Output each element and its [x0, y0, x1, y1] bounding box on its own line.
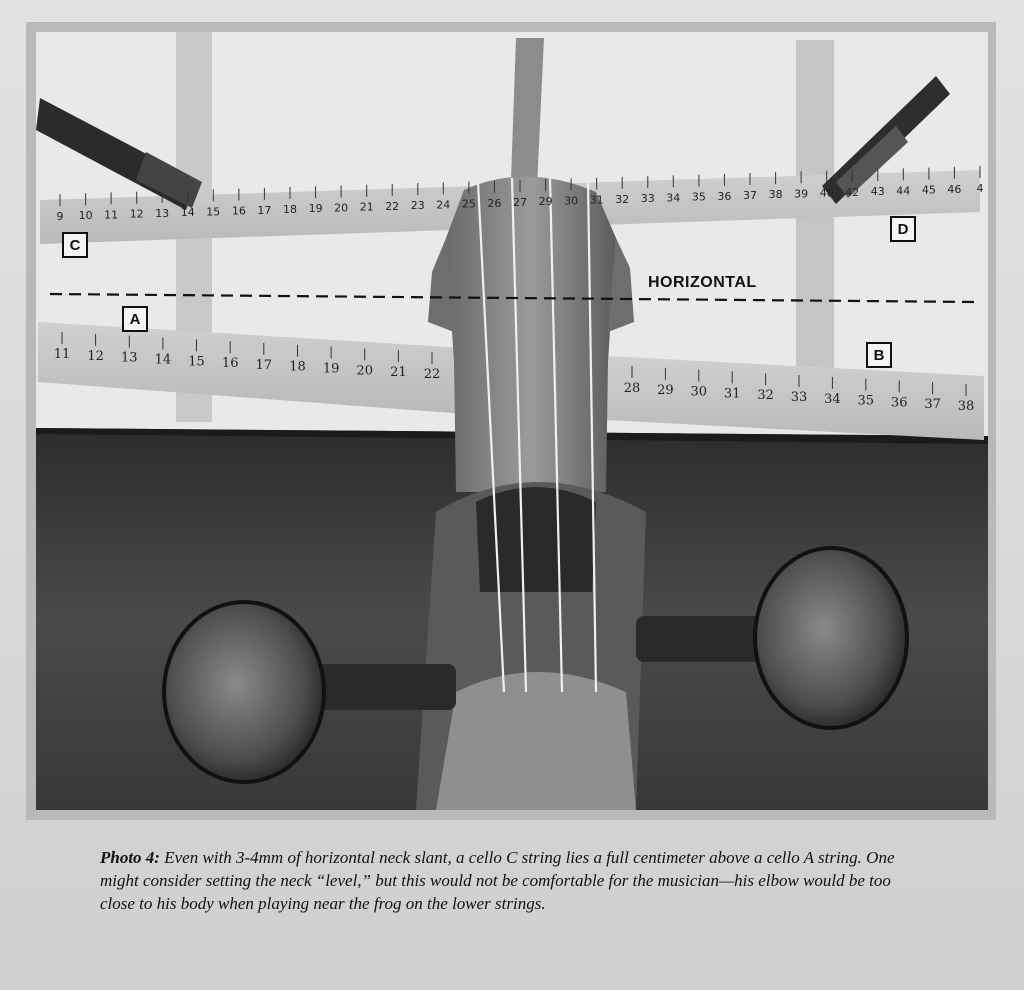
ruler-number: 29: [538, 195, 553, 209]
ruler-number: 36: [717, 189, 732, 203]
ruler-number: 44: [896, 184, 911, 198]
photograph: [36, 32, 988, 810]
ruler-number: 28: [623, 381, 641, 396]
ruler-number: 16: [231, 204, 246, 218]
ruler-number: 22: [423, 367, 441, 382]
ruler-number: 17: [255, 357, 273, 373]
ruler-number: 40: [819, 186, 834, 200]
ruler-number: 38: [768, 188, 783, 202]
ruler-number: 21: [390, 365, 407, 381]
caption-text: Even with 3-4mm of horizontal neck slant, a cello C string lies a full centimeter above a cello A string. One might consider setting the neck “level,” but this would not be comfortable for the musician—his elbow would be too close to his body when playing near the frog on the lower strings.: [100, 848, 895, 913]
label-a: A: [122, 306, 148, 332]
ruler-number: 9: [56, 210, 64, 223]
ruler-number: 22: [385, 199, 400, 213]
ruler-number: 31: [723, 386, 741, 402]
ruler-number: 26: [487, 196, 502, 210]
scroll: [436, 672, 636, 810]
ruler-number: 39: [794, 187, 809, 201]
ruler-number: 18: [289, 359, 306, 375]
ruler-number: 36: [890, 395, 908, 411]
ruler-number: 17: [257, 203, 272, 217]
ruler-number: 16: [221, 356, 239, 372]
ruler-number: 35: [857, 393, 875, 409]
label-d: D: [890, 216, 916, 242]
label-b: B: [866, 342, 892, 368]
ruler-number: 32: [757, 388, 774, 404]
ruler-number: 43: [870, 185, 885, 199]
ruler-number: 37: [924, 397, 941, 413]
ruler-number: 14: [154, 352, 172, 368]
ruler-number: 14: [180, 206, 195, 220]
ruler-number: 12: [129, 207, 144, 221]
ruler-number: 10: [78, 209, 93, 223]
ruler-number: 27: [513, 196, 527, 209]
ruler-number: 33: [790, 390, 808, 405]
ruler-number: 19: [308, 202, 323, 216]
ruler-number: 11: [53, 347, 71, 362]
ruler-number: 46: [947, 182, 962, 196]
ruler-number: 30: [564, 194, 579, 208]
ruler-number: 25: [461, 197, 476, 211]
ruler-number: 42: [845, 185, 860, 199]
ruler-number: 35: [691, 190, 706, 204]
ruler-number: 19: [322, 361, 340, 377]
ruler-number: 12: [87, 348, 104, 364]
ruler-number: 30: [690, 384, 708, 400]
ruler-number: 18: [283, 203, 297, 216]
ruler-number: 29: [657, 382, 674, 398]
ruler-number: 32: [615, 192, 630, 206]
ruler-number: 31: [589, 193, 604, 207]
label-c: C: [62, 232, 88, 258]
ruler-number: 4: [976, 182, 984, 195]
ruler-number: 37: [743, 189, 757, 202]
photo-caption: [100, 846, 930, 915]
ruler-number: 20: [334, 201, 349, 215]
ruler-number: 34: [666, 191, 681, 205]
ruler-number: 15: [188, 354, 205, 370]
ruler-number: 15: [206, 205, 221, 219]
ruler-number: 20: [356, 363, 373, 379]
ruler-number: 21: [359, 200, 374, 214]
ruler-number: 23: [410, 199, 425, 213]
ruler-number: 24: [436, 198, 451, 212]
photo-scene: [36, 32, 988, 810]
ruler-number: 34: [824, 391, 841, 407]
ruler-number: 38: [957, 399, 975, 414]
ruler-number: 33: [640, 192, 655, 206]
caption-lead: Photo 4:: [100, 848, 160, 867]
horizontal-label: HORIZONTAL: [648, 274, 757, 291]
ruler-number: 11: [104, 208, 119, 222]
ruler-number: 13: [121, 350, 138, 366]
ruler-number: 45: [921, 183, 936, 197]
ruler-number: 13: [155, 206, 170, 220]
